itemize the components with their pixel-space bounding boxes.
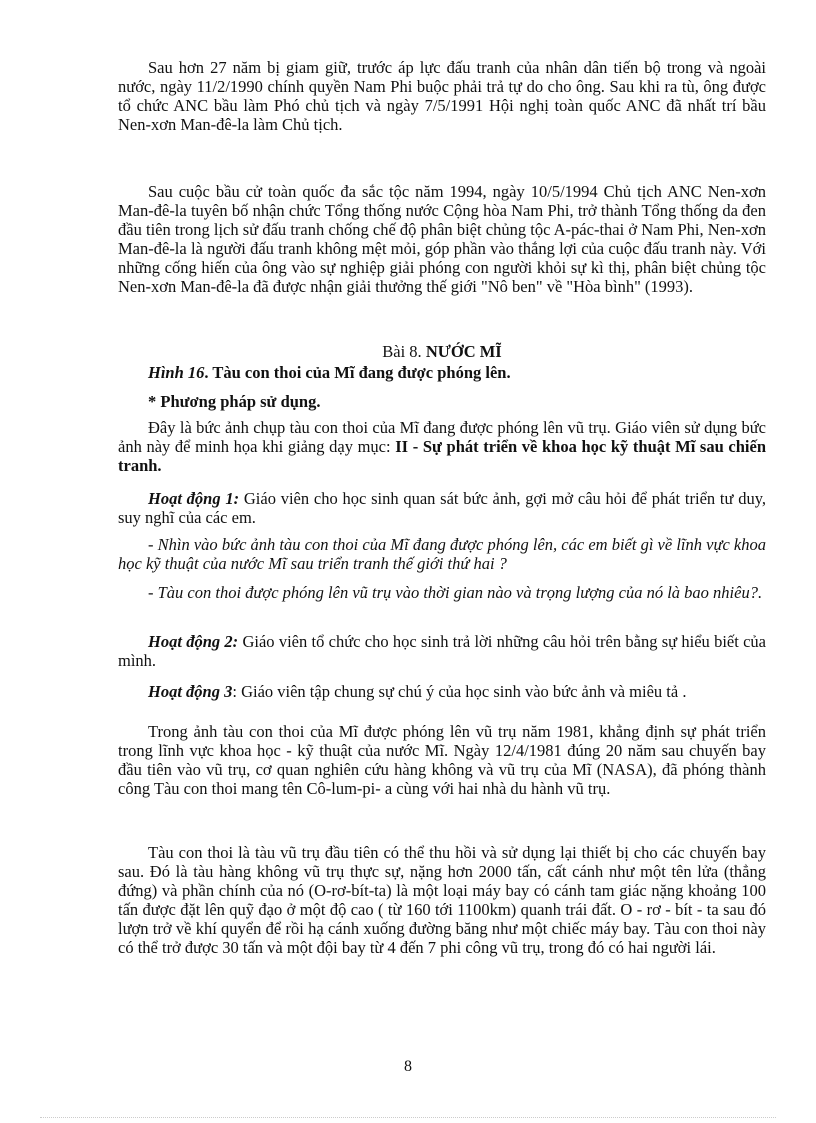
figure-caption [118, 363, 766, 382]
paragraph-text: Trong ảnh tàu con thoi của Mĩ được phóng lên vũ trụ năm 1981, khẳng định sự phát triển trong lĩnh vực khoa học - kỹ thuật của nước Mĩ. Ngày 12/4/1981 đúng 20 năm sau chuyến bay đầu tiên vào vũ trụ, cơ quan nghiên cứu hàng không và vũ trụ của Mĩ (NASA), đã phóng thành công Tàu con thoi mang tên Cô-lum-pi- a cùng với hai nhà du hành vũ trụ. [118, 722, 766, 798]
lesson-prefix: Bài 8. [382, 342, 422, 361]
activity-3 [118, 682, 766, 701]
paragraph-text: Sau cuộc bầu cử toàn quốc đa sắc tộc năm 1994, ngày 10/5/1994 Chủ tịch ANC Nen-xơn Man-đê-la tuyên bố nhận chức Tổng thống nước Cộng hòa Nam Phi, trở thành Tổng thống da đen đầu tiên trong lịch sử đấu tranh chống chế độ phân biệt chủng tộc A-pác-thai ở Nam Phi, Nen-xơn Man-đê-la là người đấu tranh không mệt mỏi, góp phần vào thắng lợi của cuộc đấu tranh này. Với những cống hiến của ông vào sự nghiệp giải phóng con người khỏi sự kì thị, phân biệt chủng tộc Nen-xơn Man-đê-la đã được nhận giải thưởng thế giới "Nô ben" về "Hòa bình" (1993). [118, 182, 766, 296]
paragraph-mandela-release [118, 58, 766, 134]
activity-3-label: Hoạt động 3 [148, 682, 233, 701]
question-2 [118, 583, 766, 602]
figure-label: Hình 16 [148, 363, 205, 382]
paragraph-intro [118, 418, 766, 475]
question-2-text: - Tàu con thoi được phóng lên vũ trụ vào thời gian nào và trọng lượng của nó là bao nhiêu?. [148, 583, 763, 602]
paragraph-mandela-president [118, 182, 766, 296]
method-heading-text: * Phương pháp sử dụng. [148, 392, 321, 411]
question-1 [118, 535, 766, 573]
intro-text: Đây là bức ảnh chụp tàu con thoi của Mĩ đang được phóng lên vũ trụ. Giáo viên sử dụng bức ảnh này để minh họa khi giảng dạy mục: [118, 418, 766, 456]
activity-3-text: : Giáo viên tập chung sự chú ý của học sinh vào bức ảnh và miêu tả . [232, 682, 687, 701]
paragraph-text: Sau hơn 27 năm bị giam giữ, trước áp lực đấu tranh của nhân dân tiến bộ trong và ngoài nước, ngày 11/2/1990 chính quyền Nam Phi buộc phải trả tự do cho ông. Sau khi ra tù, ông được tổ chức ANC bầu làm Phó chủ tịch và ngày 7/5/1991 Hội nghị toàn quốc ANC đã nhất trí bầu Nen-xơn Man-đê-la làm Chủ tịch. [118, 58, 766, 134]
page-number: 8 [404, 1058, 412, 1075]
page-bottom-divider [40, 1117, 776, 1118]
lesson-title: NƯỚC MĨ [425, 342, 502, 361]
activity-2-text: Giáo viên tổ chức cho học sinh trả lời những câu hỏi trên bằng sự hiểu biết của mình. [118, 632, 766, 670]
activity-2-label: Hoạt động 2: [148, 632, 239, 651]
activity-2 [118, 632, 766, 670]
question-1-text: - Nhìn vào bức ảnh tàu con thoi của Mĩ đang được phóng lên, các em biết gì về lĩnh vực khoa học kỹ thuật của nước Mĩ sau triển tranh thế giới thứ hai ? [118, 535, 766, 573]
section-reference: II - Sự phát triển về khoa học kỹ thuật Mĩ sau chiến tranh. [118, 437, 766, 475]
lesson-heading [118, 342, 766, 362]
paragraph-text: Tàu con thoi là tàu vũ trụ đầu tiên có thể thu hồi và sử dụng lại thiết bị cho các chuyến bay sau. Đó là tàu hàng không vũ trụ thực sự, nặng hơn 2000 tấn, cất cánh như một tên lửa (thẳng đứng) và phần chính của nó (O-rơ-bít-ta) là một loại máy bay có cánh tam giác nặng khoảng 100 tấn được đặt lên quỹ đạo ở một độ cao ( từ 160 tới 1100km) quanh trái đất. O - rơ - bít - ta sau đó lượn trở về khí quyển để rồi hạ cánh xuống đường băng như một chiếc máy bay. Tàu con thoi này có thể trở được 30 tấn và một đội bay từ 4 đến 7 phi công vũ trụ, trong đó có hai người lái. [118, 843, 766, 957]
paragraph-shuttle-details [118, 843, 766, 957]
method-heading [118, 392, 766, 411]
activity-1-text: Giáo viên cho học sinh quan sát bức ảnh, gợi mở câu hỏi để phát triển tư duy, suy nghĩ của các em. [118, 489, 766, 527]
activity-1 [118, 489, 766, 527]
activity-1-label: Hoạt động 1: [148, 489, 240, 508]
figure-caption-text: . Tàu con thoi của Mĩ đang được phóng lên. [204, 363, 511, 382]
paragraph-launch-description [118, 722, 766, 798]
